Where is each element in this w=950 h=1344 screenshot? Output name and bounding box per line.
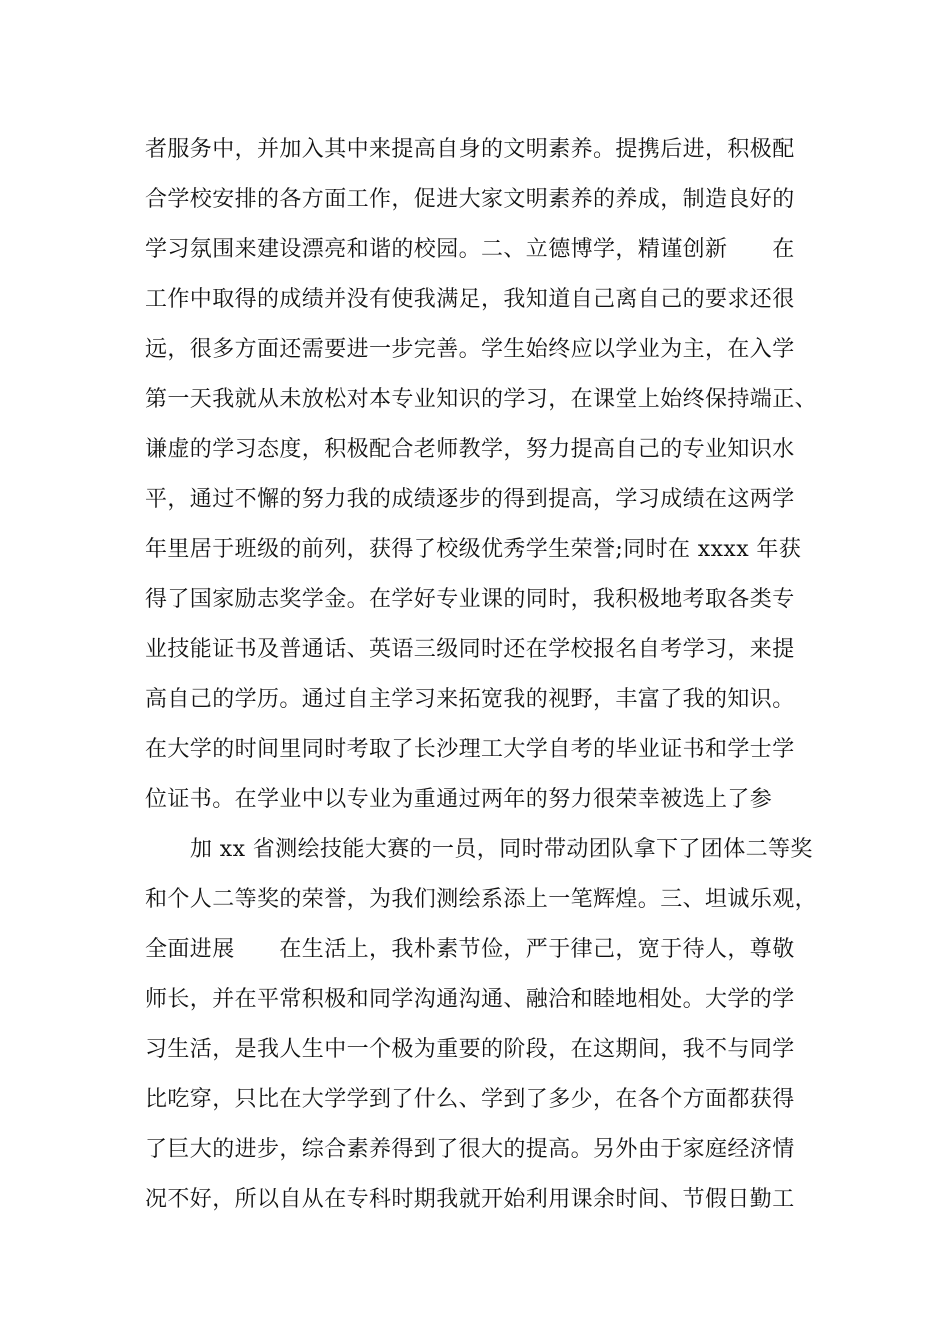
text-line: 合学校安排的各方面工作，促进大家文明素养的养成，制造良好的	[145, 187, 795, 212]
text-line: 了巨大的进步，综合素养得到了很大的提高。另外由于家庭经济情	[145, 1137, 795, 1162]
text-line: 高自己的学历。通过自主学习来拓宽我的视野，丰富了我的知识。	[145, 687, 795, 712]
text-line: 平，通过不懈的努力我的成绩逐步的得到提高，学习成绩在这两学	[145, 487, 795, 512]
text-line: 远，很多方面还需要进一步完善。学生始终应以学业为主，在入学	[145, 337, 795, 362]
text-line: 师长，并在平常积极和同学沟通沟通、融洽和睦地相处。大学的学	[145, 987, 795, 1012]
text-line: 学习氛围来建设漂亮和谐的校园。二、立德博学，精谨创新 在	[145, 237, 795, 262]
text-line: 工作中取得的成绩并没有使我满足，我知道自己离自己的要求还很	[145, 287, 795, 312]
text-line: 者服务中，并加入其中来提高自身的文明素养。提携后进，积极配	[145, 137, 795, 162]
text-line: 年里居于班级的前列，获得了校级优秀学生荣誉;同时在 xxxx 年获	[145, 537, 802, 562]
text-line: 得了国家励志奖学金。在学好专业课的同时，我积极地考取各类专	[145, 587, 795, 612]
text-line: 在大学的时间里同时考取了长沙理工大学自考的毕业证书和学士学	[145, 737, 795, 762]
text-line: 比吃穿，只比在大学学到了什么、学到了多少，在各个方面都获得	[145, 1087, 795, 1112]
text-line: 业技能证书及普通话、英语三级同时还在学校报名自考学习，来提	[145, 637, 795, 662]
text-line: 习生活，是我人生中一个极为重要的阶段，在这期间，我不与同学	[145, 1037, 795, 1062]
text-line: 况不好，所以自从在专科时期我就开始利用课余时间、节假日勤工	[145, 1187, 795, 1212]
text-line: 全面进展 在生活上，我朴素节俭，严于律己，宽于待人，尊敬	[145, 937, 795, 962]
text-line: 第一天我就从未放松对本专业知识的学习，在课堂上始终保持端正、	[145, 387, 818, 412]
text-line: 谦虚的学习态度，积极配合老师教学，努力提高自己的专业知识水	[145, 437, 795, 462]
paragraph-start-line: 加 xx 省测绘技能大赛的一员，同时带动团队拿下了团体二等奖	[190, 837, 813, 862]
text-line: 和个人二等奖的荣誉，为我们测绘系添上一笔辉煌。三、坦诚乐观，	[145, 887, 818, 912]
text-line: 位证书。在学业中以专业为重通过两年的努力很荣幸被选上了参	[145, 787, 773, 812]
